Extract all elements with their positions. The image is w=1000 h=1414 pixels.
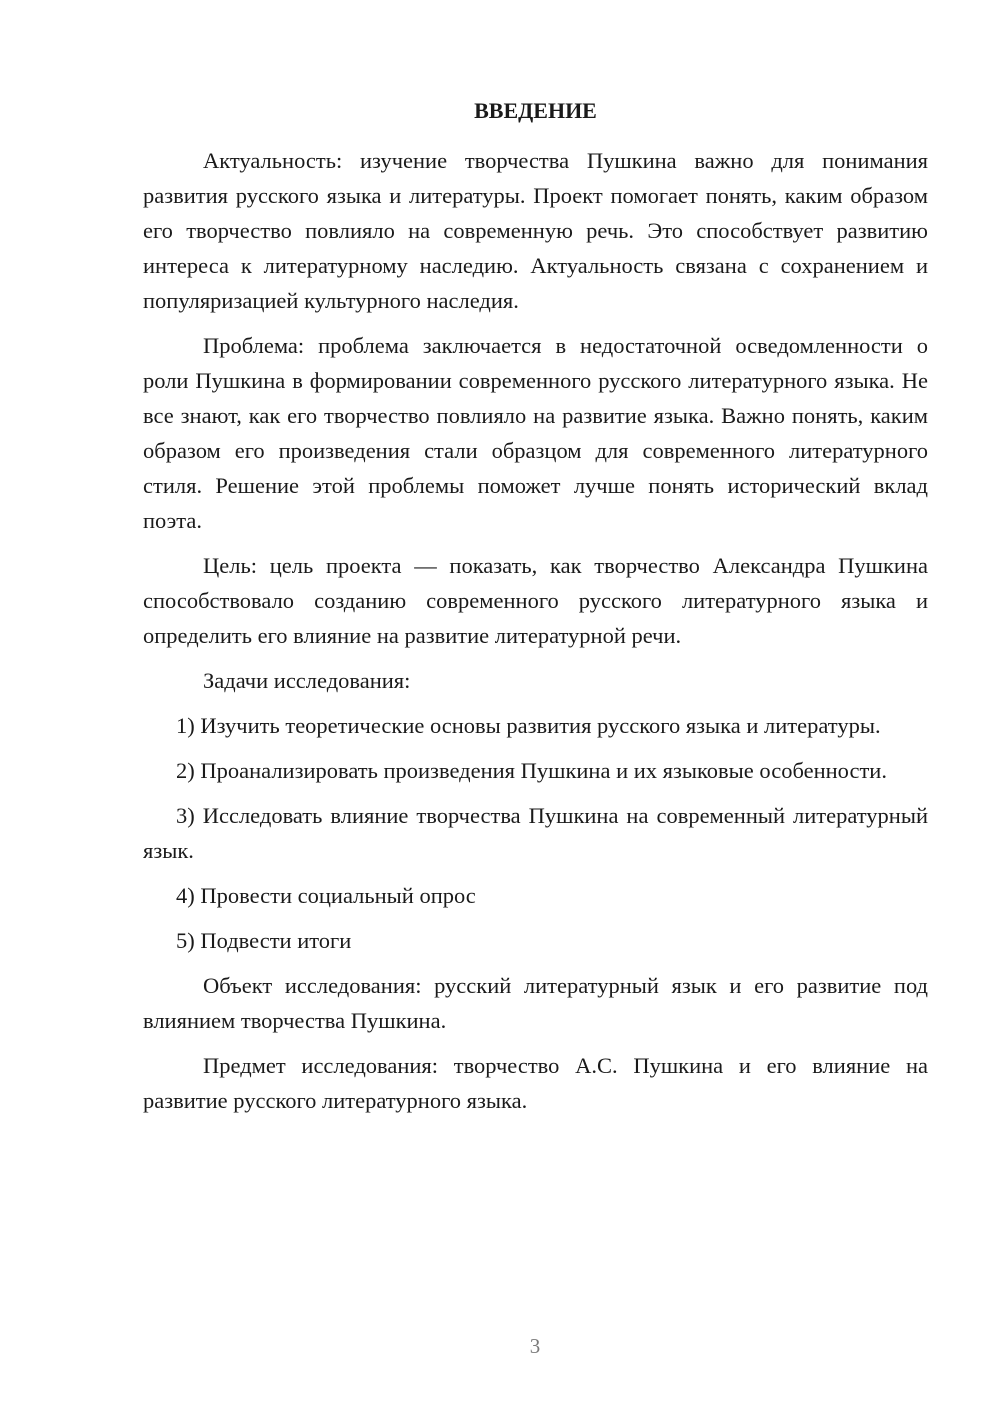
- task-item-1: 1) Изучить теоретические основы развития русского языка и литературы.: [176, 713, 881, 738]
- task-item-4: 4) Провести социальный опрос: [176, 883, 476, 908]
- page-title: ВВЕДЕНИЕ: [474, 98, 597, 123]
- page-number: 3: [529, 1334, 541, 1358]
- object-paragraph: Объект исследования: русский литературный язык и его развитие под влиянием творчества Пушкина.: [143, 973, 928, 1033]
- relevance-paragraph: Актуальность: изучение творчества Пушкина важно для понимания развития русского языка и литературы. Проект помогает понять, каким образом его творчество повлияло на современную речь. Это способствует развитию интереса к литературному наследию. Актуальность связана с сохранением и популяризацией культурного наследия.: [143, 148, 928, 313]
- subject-paragraph: Предмет исследования: творчество А.С. Пушкина и его влияние на развитие русского литературного языка.: [143, 1053, 928, 1113]
- document-page: [143, 96, 928, 1128]
- task-item-5: 5) Подвести итоги: [176, 928, 352, 953]
- problem-paragraph: Проблема: проблема заключается в недостаточной осведомленности о роли Пушкина в формировании современного русского литературного языка. Не все знают, как его творчество повлияло на развитие языка. Важно понять, каким образом его произведения стали образцом для современного литературного стиля. Решение этой проблемы поможет лучше понять исторический вклад поэта.: [143, 333, 928, 533]
- task-item-3: 3) Исследовать влияние творчества Пушкина на современный литературный язык.: [143, 803, 928, 863]
- goal-paragraph: Цель: цель проекта — показать, как творчество Александра Пушкина способствовало созданию современного русского литературного языка и определить его влияние на развитие литературной речи.: [143, 553, 928, 648]
- task-item-2: 2) Проанализировать произведения Пушкина и их языковые особенности.: [176, 758, 887, 783]
- tasks-heading: Задачи исследования:: [203, 668, 411, 693]
